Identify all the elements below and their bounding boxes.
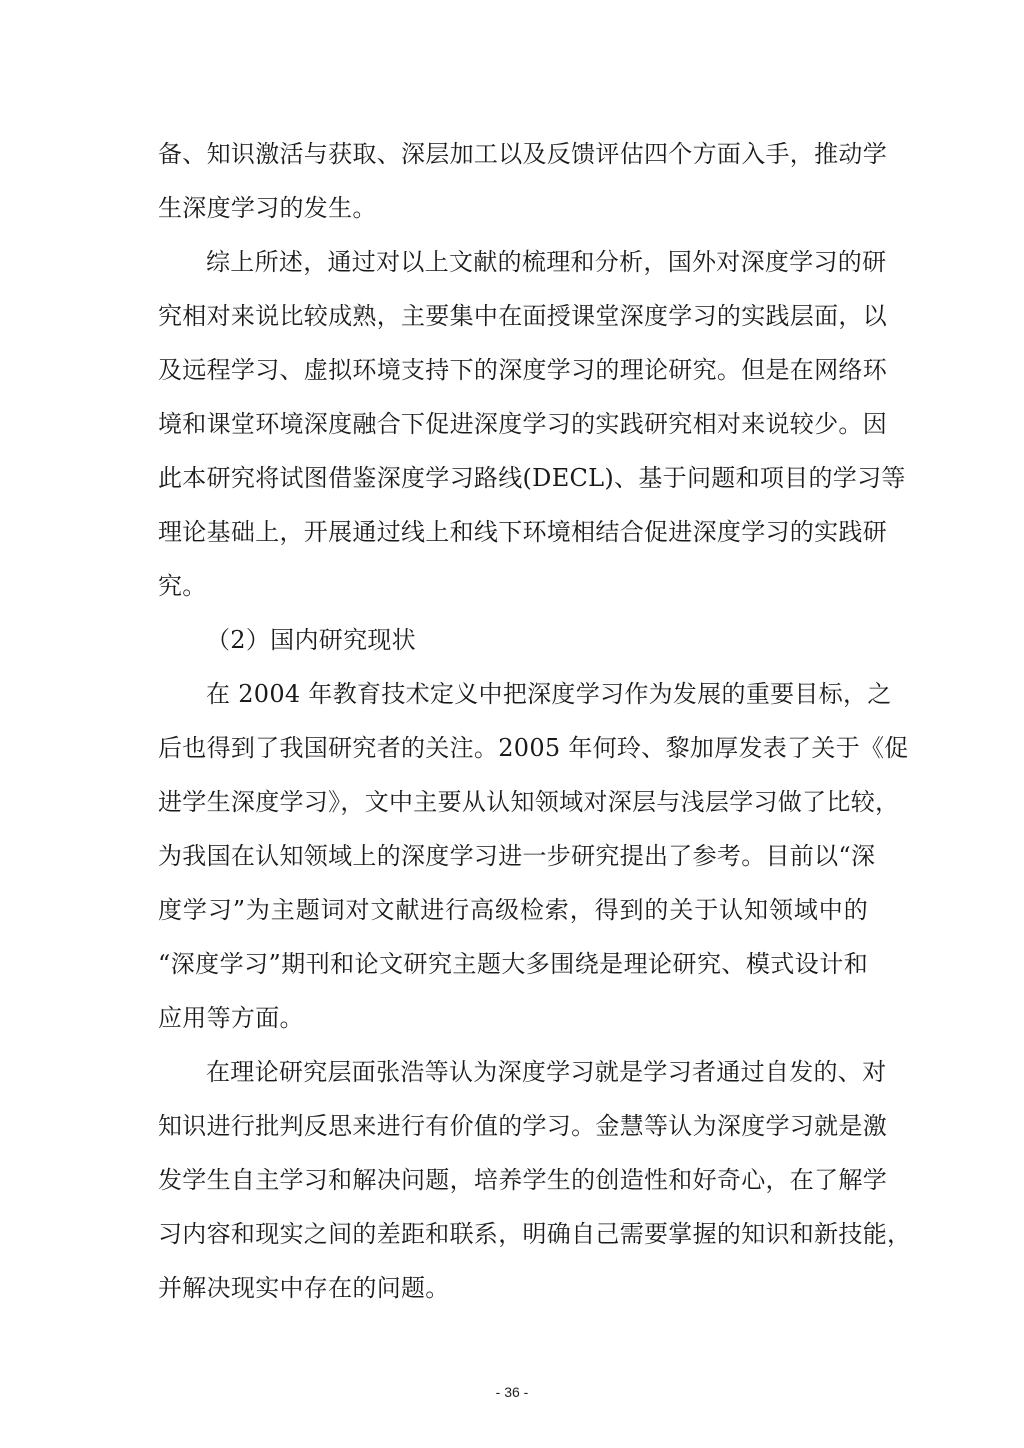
- text-line: 应用等方面。: [158, 1004, 304, 1032]
- page-number: - 36 -: [495, 1384, 529, 1400]
- text-line: 生深度学习的发生。: [158, 194, 377, 222]
- text-line: 综上所述，通过对以上文献的梳理和分析，国外对深度学习的研: [206, 248, 887, 276]
- text-line: 在理论研究层面张浩等认为深度学习就是学习者通过自发的、对: [206, 1058, 887, 1086]
- text-line: 理论基础上，开展通过线上和线下环境相结合促进深度学习的实践研: [158, 518, 887, 546]
- section-heading: （2）国内研究现状: [206, 626, 416, 654]
- text-line: 此本研究将试图借鉴深度学习路线(DECL)、基于问题和项目的学习等: [158, 464, 906, 492]
- text-line: 度学习”为主题词对文献进行高级检索，得到的关于认知领域中的: [158, 896, 868, 924]
- text-line: 后也得到了我国研究者的关注。2005 年何玲、黎加厚发表了关于《促: [158, 734, 909, 762]
- text-line: 进学生深度学习》，文中主要从认知领域对深层与浅层学习做了比较，: [158, 788, 900, 816]
- text-line: 知识进行批判反思来进行有价值的学习。金慧等认为深度学习就是激: [158, 1112, 887, 1140]
- text-line: 备、知识激活与获取、深层加工以及反馈评估四个方面入手，推动学: [158, 140, 887, 168]
- text-line: 为我国在认知领域上的深度学习进一步研究提出了参考。目前以“深: [158, 842, 876, 870]
- text-line: “深度学习”期刊和论文研究主题大多围绕是理论研究、模式设计和: [158, 950, 868, 978]
- text-line: 在 2004 年教育技术定义中把深度学习作为发展的重要目标，之: [206, 680, 892, 708]
- text-line: 并解决现实中存在的问题。: [158, 1274, 450, 1302]
- text-line: 究相对来说比较成熟，主要集中在面授课堂深度学习的实践层面，以: [158, 302, 887, 330]
- text-line: 及远程学习、虚拟环境支持下的深度学习的理论研究。但是在网络环: [158, 356, 887, 384]
- text-line: 发学生自主学习和解决问题，培养学生的创造性和好奇心，在了解学: [158, 1166, 887, 1194]
- text-line: 习内容和现实之间的差距和联系，明确自己需要掌握的知识和新技能，: [158, 1220, 912, 1248]
- text-line: 究。: [158, 572, 207, 600]
- text-line: 境和课堂环境深度融合下促进深度学习的实践研究相对来说较少。因: [158, 410, 887, 438]
